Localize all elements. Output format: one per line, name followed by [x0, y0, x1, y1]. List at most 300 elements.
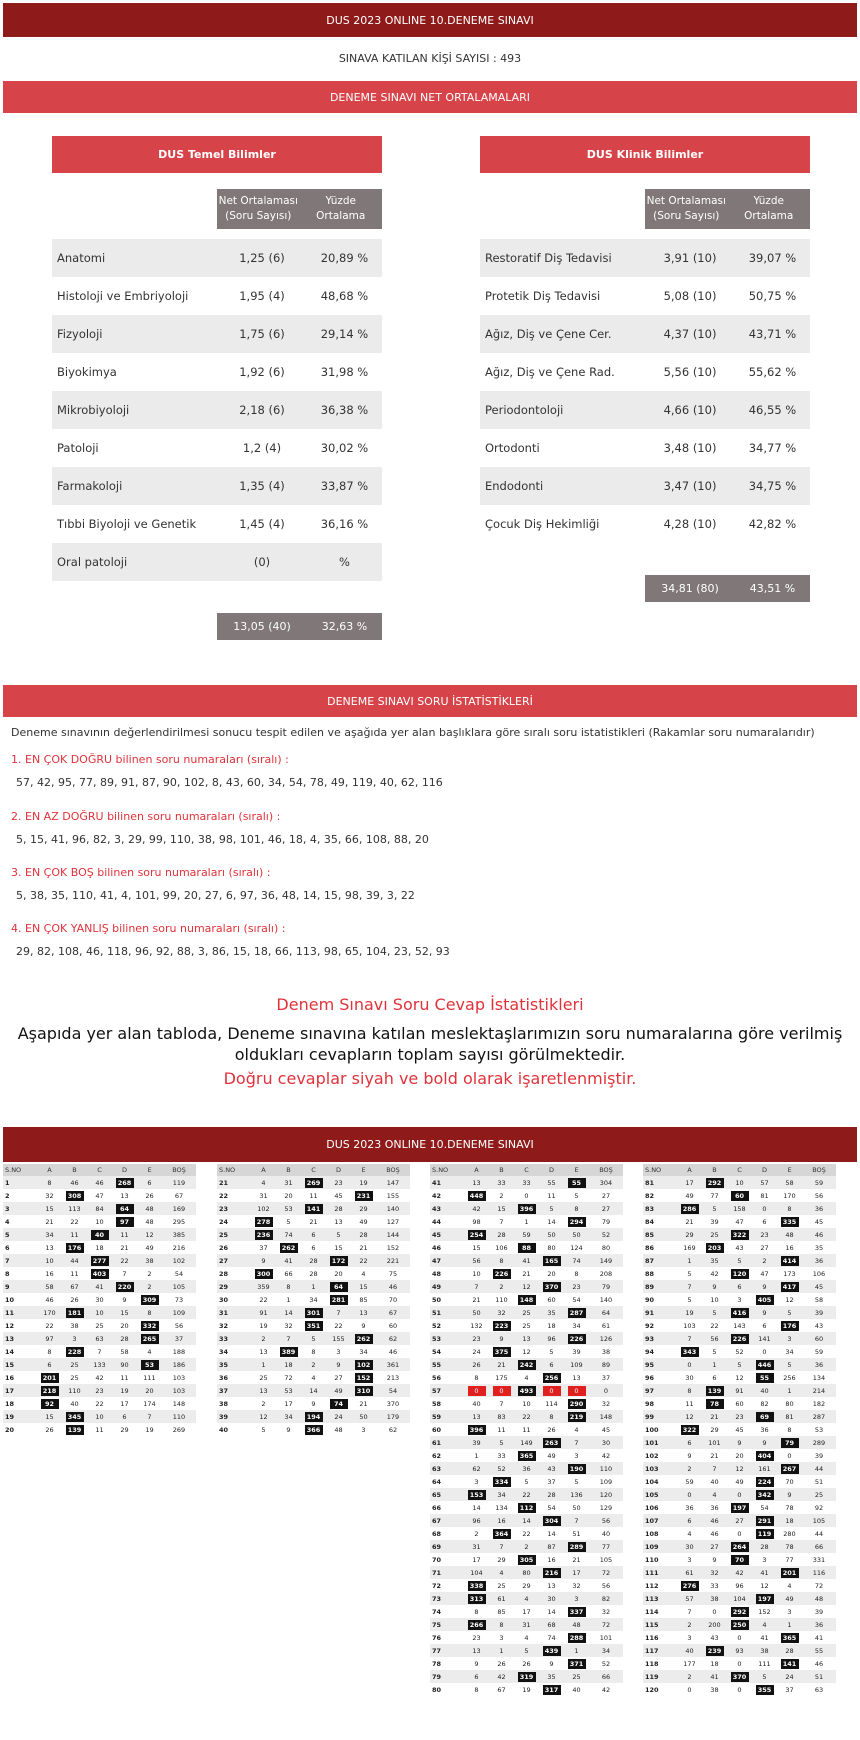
table-row	[430, 1553, 623, 1566]
answer-count: 50	[539, 1228, 564, 1241]
blank-count: 30	[589, 1436, 623, 1449]
answer-count: 49	[685, 1191, 694, 1200]
cancelled-answer-count	[539, 1384, 564, 1397]
column-header: A	[677, 1164, 702, 1176]
table-row	[217, 1319, 410, 1332]
correct-answer-count	[727, 1228, 752, 1241]
answer-count: 14	[514, 1514, 539, 1527]
correct-answer-count	[702, 1644, 727, 1657]
answer-count: 111	[143, 1373, 156, 1382]
blank-count: 287	[802, 1410, 836, 1423]
answer-count: 152	[758, 1607, 771, 1616]
blank-count: 60	[802, 1332, 836, 1345]
answer-count: 28	[489, 1228, 514, 1241]
subject-pct: 29,14 %	[320, 327, 369, 341]
answer-count: 5	[702, 1202, 727, 1215]
answer-count: 5	[524, 1477, 529, 1486]
correct-answer-count	[326, 1397, 351, 1410]
answer-count: 35	[702, 1254, 727, 1267]
blank-count: 42	[601, 1451, 611, 1460]
answer-count: 80	[785, 1399, 794, 1408]
question-number: 36	[219, 1373, 229, 1382]
blank-count: 56	[589, 1514, 623, 1527]
answer-count: 49	[326, 1384, 351, 1397]
answer-count: 190	[568, 1464, 586, 1474]
table-row	[430, 1449, 623, 1462]
answer-count: 0	[543, 1386, 561, 1396]
answer-count: 9	[687, 1451, 692, 1460]
answer-count: 52	[735, 1347, 744, 1356]
answer-count: 11	[685, 1399, 694, 1408]
table-row	[3, 1358, 196, 1371]
table-row	[217, 1358, 410, 1371]
table-row	[643, 1488, 836, 1501]
question-number: 44	[432, 1217, 442, 1226]
question-stats-title: DENEME SINAVI SORU İSTATİSTİKLERİ	[3, 685, 857, 717]
answer-count: 396	[468, 1425, 486, 1435]
correct-answer-count	[539, 1514, 564, 1527]
answer-count: 8	[677, 1384, 702, 1397]
correct-answer-count	[464, 1488, 489, 1501]
subject-name: Çocuk Diş Hekimliği	[485, 517, 600, 531]
answer-count: 256	[543, 1373, 561, 1383]
correct-answer-count	[752, 1371, 777, 1384]
answer-count: 57	[752, 1176, 777, 1189]
answer-count: 2	[137, 1280, 162, 1293]
answer-count: 25	[514, 1306, 539, 1319]
answer-count: 403	[91, 1269, 109, 1279]
question-number: 74	[432, 1607, 442, 1616]
column-header: E	[564, 1164, 589, 1176]
table-row	[3, 1228, 196, 1241]
table-row	[217, 1306, 410, 1319]
answer-count: 27	[727, 1514, 752, 1527]
blank-count: 58	[814, 1295, 824, 1304]
answer-count: 49	[735, 1477, 744, 1486]
answer-count: 22	[710, 1321, 719, 1330]
table-row	[643, 1540, 836, 1553]
answer-count: 5	[286, 1217, 291, 1226]
answer-count: 197	[756, 1594, 774, 1604]
question-number: 15	[3, 1358, 37, 1371]
answer-count: 9	[727, 1436, 752, 1449]
question-number: 42	[432, 1191, 442, 1200]
answer-count: 7	[489, 1540, 514, 1553]
blank-count: 39	[814, 1607, 824, 1616]
question-number: 16	[5, 1373, 15, 1382]
question-number: 29	[217, 1280, 251, 1293]
correct-answer-count	[727, 1540, 752, 1553]
net-column-label: Net Ortalaması (Soru Sayısı)	[218, 195, 298, 222]
correct-answer-count	[564, 1657, 589, 1670]
answer-count: 40	[472, 1399, 481, 1408]
answer-count: 80	[547, 1243, 556, 1252]
answer-count: 6	[727, 1280, 752, 1293]
question-number: 100	[645, 1425, 659, 1434]
answer-count: 55	[568, 1178, 586, 1188]
answer-count: 20	[735, 1451, 744, 1460]
table-row	[643, 1293, 836, 1306]
answer-count: 32	[572, 1581, 581, 1590]
most-correct-heading: 1. EN ÇOK DOĞRU bilinen soru numaraları (sıralı) :	[11, 753, 289, 766]
subject-name: Tıbbi Biyoloji ve Genetik	[57, 517, 197, 531]
answer-count: 4	[687, 1529, 692, 1538]
answer-count: 4	[787, 1581, 792, 1590]
blank-count: 105	[599, 1555, 613, 1564]
correct-answer-count	[326, 1254, 351, 1267]
correct-answer-count	[62, 1241, 87, 1254]
question-number: 95	[643, 1358, 677, 1371]
answer-count: 242	[518, 1360, 536, 1370]
answer-count: 10	[710, 1295, 719, 1304]
answer-count: 46	[87, 1176, 112, 1189]
blank-count: 208	[599, 1269, 613, 1278]
answer-count: 49	[145, 1243, 154, 1252]
subject-name: Periodontoloji	[485, 403, 564, 417]
correct-answer-count	[752, 1683, 777, 1696]
answer-count: 9	[712, 1555, 717, 1564]
answer-count: 16	[45, 1269, 54, 1278]
answer-count: 25	[564, 1670, 589, 1683]
column-header: D	[752, 1164, 777, 1176]
answer-count: 288	[568, 1633, 586, 1643]
answer-count: 5	[261, 1425, 266, 1434]
answer-count: 78	[777, 1540, 802, 1553]
table-row	[430, 1397, 623, 1410]
question-number: 60	[432, 1425, 442, 1434]
answer-count: 48	[777, 1228, 802, 1241]
answer-count: 20	[120, 1321, 129, 1330]
table-row	[643, 1475, 836, 1488]
table-row	[430, 1514, 623, 1527]
answer-count: 46	[62, 1176, 87, 1189]
question-number: 32	[219, 1321, 229, 1330]
table-row	[643, 1384, 836, 1397]
column-header: D	[539, 1164, 564, 1176]
column-header: E	[351, 1164, 376, 1176]
question-number: 13	[3, 1332, 37, 1345]
answer-block-2	[217, 1164, 410, 1436]
answer-count: 12	[137, 1228, 162, 1241]
answer-count: 13	[514, 1332, 539, 1345]
answer-count: 54	[572, 1295, 581, 1304]
answer-count: 25	[497, 1581, 506, 1590]
answer-count: 15	[472, 1243, 481, 1252]
answer-count: 29	[351, 1202, 376, 1215]
blank-count: 32	[601, 1399, 611, 1408]
answer-count: 2	[514, 1540, 539, 1553]
answer-count: 2	[499, 1191, 504, 1200]
answer-count: 8	[574, 1269, 579, 1278]
correct-answer-count	[326, 1280, 351, 1293]
answer-count: 141	[752, 1332, 777, 1345]
column-header: D	[326, 1164, 351, 1176]
answer-count: 10	[727, 1176, 752, 1189]
table-row	[3, 1280, 196, 1293]
subject-row	[480, 277, 810, 315]
subject-pct: 33,87 %	[320, 479, 369, 493]
column-header: BOŞ	[589, 1164, 623, 1176]
answer-count: 176	[781, 1321, 799, 1331]
table-row	[643, 1566, 836, 1579]
blank-count: 44	[802, 1462, 836, 1475]
blank-count: 43	[814, 1321, 824, 1330]
answer-count: 18	[777, 1514, 802, 1527]
answer-count: 11	[112, 1228, 137, 1241]
correct-answer-count	[137, 1332, 162, 1345]
answer-table-title: DUS 2023 ONLINE 10.DENEME SINAVI	[3, 1127, 857, 1162]
table-row	[643, 1683, 836, 1696]
subject-row	[480, 353, 810, 391]
column-header: B	[62, 1164, 87, 1176]
table-row	[430, 1358, 623, 1371]
answer-count: 322	[731, 1230, 749, 1240]
answer-count: 55	[539, 1176, 564, 1189]
answer-count: 25	[702, 1228, 727, 1241]
averages-title: DENEME SINAVI NET ORTALAMALARI	[3, 81, 857, 113]
table-row	[217, 1228, 410, 1241]
answer-count: 9	[311, 1399, 316, 1408]
answer-count: 66	[284, 1269, 293, 1278]
question-number: 5	[3, 1228, 37, 1241]
answer-count: 0	[737, 1633, 742, 1642]
subject-row	[480, 467, 810, 505]
answer-count: 3	[361, 1425, 366, 1434]
answer-count: 0	[677, 1488, 702, 1501]
correct-answer-count	[464, 1592, 489, 1605]
table-row	[217, 1410, 410, 1423]
blank-count: 27	[589, 1202, 623, 1215]
answer-count: 29	[522, 1581, 531, 1590]
subject-pct: 42,82 %	[748, 517, 797, 531]
correct-answer-count	[464, 1423, 489, 1436]
answer-count: 322	[681, 1425, 699, 1435]
answer-count: 78	[785, 1503, 794, 1512]
answer-count: 0	[468, 1386, 486, 1396]
correct-answer-count	[564, 1397, 589, 1410]
answer-count: 4	[752, 1618, 777, 1631]
answer-count: 172	[330, 1256, 348, 1266]
answer-count: 4	[702, 1488, 727, 1501]
question-number: 76	[432, 1633, 442, 1642]
column-header: S.NO	[3, 1164, 37, 1176]
answer-count: 55	[756, 1373, 774, 1383]
table-row	[430, 1345, 623, 1358]
answer-count: 45	[735, 1425, 744, 1434]
table-row	[430, 1488, 623, 1501]
correct-answer-count	[62, 1345, 87, 1358]
column-header: D	[112, 1164, 137, 1176]
blank-count: 127	[386, 1217, 400, 1226]
question-number: 6	[5, 1243, 10, 1252]
answer-count: 268	[116, 1178, 134, 1188]
answer-count: 34	[276, 1410, 301, 1423]
answer-count: 15	[489, 1202, 514, 1215]
answer-count: 34	[785, 1347, 794, 1356]
subject-row	[52, 505, 382, 543]
answer-count: 0	[727, 1488, 752, 1501]
answer-count: 60	[547, 1295, 556, 1304]
correct-answer-count	[37, 1371, 62, 1384]
answer-count: 28	[539, 1488, 564, 1501]
blank-count: 140	[599, 1295, 613, 1304]
cancelled-answer-count	[464, 1384, 489, 1397]
answer-count: 6	[464, 1670, 489, 1683]
answer-count: 153	[468, 1490, 486, 1500]
correct-answer-count	[514, 1202, 539, 1215]
correct-answer-count	[464, 1579, 489, 1592]
correct-answer-count	[464, 1618, 489, 1631]
question-number: 11	[3, 1306, 37, 1319]
answer-count: 72	[284, 1373, 293, 1382]
clinical-sciences-title: DUS Klinik Bilimler	[480, 136, 810, 173]
question-number: 62	[432, 1451, 442, 1460]
correct-answer-count	[137, 1319, 162, 1332]
answer-count: 1	[777, 1384, 802, 1397]
answer-count: 5	[777, 1306, 802, 1319]
correct-answer-count	[539, 1254, 564, 1267]
answer-count: 365	[518, 1451, 536, 1461]
correct-answer-count	[677, 1423, 702, 1436]
answer-count: 152	[355, 1373, 373, 1383]
answer-count: 14	[472, 1503, 481, 1512]
answer-count: 26	[45, 1425, 54, 1434]
answer-count: 8	[474, 1373, 479, 1382]
correct-answer-count	[489, 1345, 514, 1358]
blank-count: 48	[802, 1592, 836, 1605]
question-number: 54	[432, 1347, 442, 1356]
blank-count: 32	[601, 1607, 611, 1616]
table-row	[643, 1501, 836, 1514]
table-row	[430, 1657, 623, 1670]
subject-net: 5,56 (10)	[663, 365, 717, 379]
correct-answer-count	[251, 1228, 276, 1241]
correct-answer-count	[464, 1189, 489, 1202]
correct-answer-count	[752, 1293, 777, 1306]
correct-answer-count	[276, 1241, 301, 1254]
answer-count: 78	[706, 1399, 724, 1409]
answer-count: 56	[464, 1254, 489, 1267]
correct-answer-count	[677, 1345, 702, 1358]
answer-count: 13	[572, 1373, 581, 1382]
column-header: S.NO	[643, 1164, 677, 1176]
blank-count: 75	[388, 1269, 398, 1278]
answer-count: 96	[464, 1514, 489, 1527]
answer-count: 74	[330, 1399, 348, 1409]
answer-count: 201	[781, 1568, 799, 1578]
answer-count: 34	[37, 1228, 62, 1241]
answer-count: 12	[760, 1581, 769, 1590]
answer-count: 23	[464, 1332, 489, 1345]
answer-count: 6	[712, 1373, 717, 1382]
answer-count: 104	[464, 1566, 489, 1579]
answer-count: 109	[564, 1358, 589, 1371]
answer-count: 139	[706, 1386, 724, 1396]
blank-count: 66	[589, 1670, 623, 1683]
correct-answer-count	[276, 1345, 301, 1358]
clinical-total-pct: 43,51 %	[749, 582, 796, 595]
answer-count: 21	[522, 1269, 531, 1278]
answer-count: 48	[145, 1217, 154, 1226]
blank-count: 119	[162, 1176, 196, 1189]
answer-count: 52	[489, 1462, 514, 1475]
subject-name: Endodonti	[485, 479, 544, 493]
subject-net: 3,91 (10)	[663, 251, 717, 265]
subject-net: 1,35 (4)	[239, 479, 285, 493]
answer-count: 17	[120, 1399, 129, 1408]
subject-name: Histoloji ve Embriyoloji	[57, 289, 189, 303]
answer-count: 5	[727, 1254, 752, 1267]
basic-sciences-panel	[52, 136, 382, 641]
table-row	[217, 1267, 410, 1280]
answer-count: 5	[489, 1436, 514, 1449]
question-number: 20	[5, 1425, 15, 1434]
blank-count: 46	[814, 1659, 824, 1668]
answer-count: 280	[783, 1529, 796, 1538]
answer-count: 28	[326, 1202, 351, 1215]
table-row	[3, 1371, 196, 1384]
answer-count: 370	[731, 1672, 749, 1682]
answer-count: 49	[777, 1592, 802, 1605]
question-number: 82	[645, 1191, 655, 1200]
correct-answer-count	[727, 1553, 752, 1566]
blank-count: 186	[162, 1358, 196, 1371]
blank-count: 35	[814, 1243, 824, 1252]
answer-count: 6	[677, 1436, 702, 1449]
most-blank-heading: 3. EN ÇOK BOŞ bilinen soru numaraları (sıralı) :	[11, 866, 271, 879]
column-header: B	[702, 1164, 727, 1176]
pct-column-label: Yüzde Ortalama	[744, 195, 794, 222]
question-number: 94	[645, 1347, 655, 1356]
answer-count: 21	[359, 1399, 368, 1408]
answer-count: 54	[760, 1503, 769, 1512]
question-number: 8	[5, 1269, 10, 1278]
table-row	[643, 1670, 836, 1683]
basic-sciences-title: DUS Temel Bilimler	[52, 136, 382, 173]
answer-count: 4	[524, 1373, 529, 1382]
table-row	[217, 1241, 410, 1254]
correct-answer-count	[514, 1553, 539, 1566]
answer-count: 81	[777, 1410, 802, 1423]
most-blank-list: 5, 38, 35, 110, 41, 4, 101, 99, 20, 27, 6, 97, 36, 48, 14, 15, 98, 39, 3, 22	[16, 889, 415, 902]
answer-count: 19	[351, 1176, 376, 1189]
subject-name: Farmakoloji	[57, 479, 123, 493]
answer-count: 104	[727, 1592, 752, 1605]
column-header: C	[727, 1164, 752, 1176]
column-header: E	[137, 1164, 162, 1176]
blank-count: 79	[601, 1217, 611, 1226]
table-row	[217, 1280, 410, 1293]
blank-count: 44	[814, 1529, 824, 1538]
question-stats-intro: Deneme sınavının değerlendirilmesi sonucu tespit edilen ve aşağıda yer alan başlıklara göre sıralı soru istatistikleri (Rakamlar soru numaralarıdır)	[11, 726, 815, 739]
answer-count: 22	[522, 1529, 531, 1538]
answer-count: 80	[514, 1566, 539, 1579]
subject-pct: 39,07 %	[748, 251, 797, 265]
correct-answer-count	[752, 1514, 777, 1527]
answer-count: 6	[677, 1514, 702, 1527]
question-number: 88	[645, 1269, 655, 1278]
answer-count: 8	[137, 1306, 162, 1319]
answer-count: 34	[572, 1321, 581, 1330]
answer-count: 0	[737, 1529, 742, 1538]
answer-count: 7	[687, 1607, 692, 1616]
answer-count: 58	[37, 1280, 62, 1293]
answer-count: 22	[70, 1217, 79, 1226]
answer-count: 74	[564, 1254, 589, 1267]
answer-count: 12	[677, 1410, 702, 1423]
correct-answer-count	[752, 1449, 777, 1462]
answer-count: 3	[564, 1592, 589, 1605]
